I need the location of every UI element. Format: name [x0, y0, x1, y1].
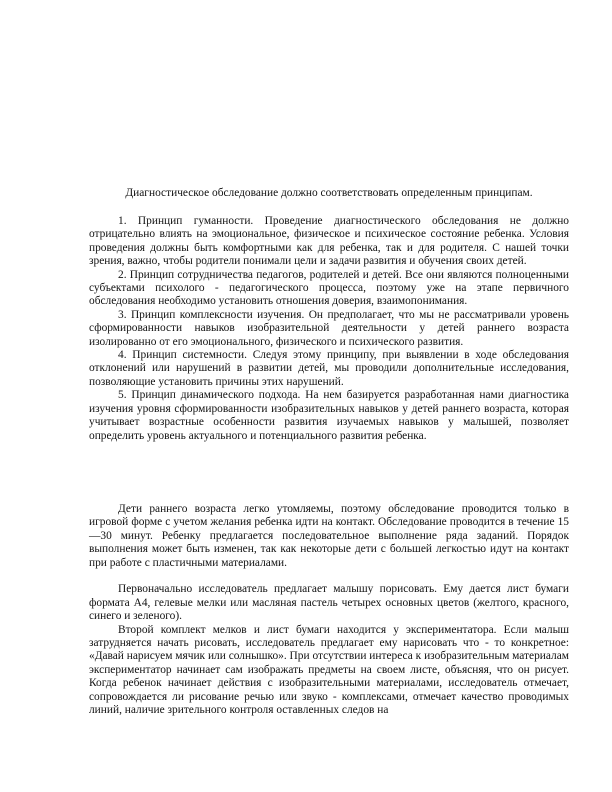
- principle-1-paragraph: 1. Принцип гуманности. Проведение диагностического обследования не должно отрицательно влиять на эмоциональное, физическое и психическое состояние ребенка. Условия проведения должны быть комфортными как для ребенка, так и для родителя. С нашей точки зрения, важно, чтобы родители понимали цели и задачи развития и обучения своих детей.: [89, 215, 569, 268]
- principle-5-paragraph: 5. Принцип динамического подхода. На нем базируется разработанная нами диагностика изучения уровня сформированности изобразительных навыков у детей раннего возраста, которая учитывает возрастные особенности развития изучаемых навыков у малышей, позволяет определить уровень актуального и потенциального развития ребенка.: [89, 389, 569, 442]
- methods-paragraph-3: Второй комплект мелков и лист бумаги находится у экспериментатора. Если малыш затрудняется начать рисовать, исследователь предлагает ему нарисовать что - то конкретное: «Давай нарисуем мячик или солнышко». При отсутствии интереса к изобразительным материалам экспериментатор начинает сам изображать предметы на своем листе, объясняя, что он рисует. Когда ребенок начинает действия с изобразительными материалами, исследователь отмечает, сопровождается ли рисование речью или звуко - комплексами, отмечает качество проводимых линий, наличие зрительного контроля оставленных следов на: [89, 623, 569, 717]
- paragraph-spacer: [89, 570, 569, 583]
- methods-paragraph-1: Дети раннего возраста легко утомляемы, поэтому обследование проводится только в игровой форме с учетом желания ребенка идти на контакт. Обследование проводится в течение 15—30 минут. Ребенку предлагается последовательное выполнение ряда заданий. Порядок выполнения может быть изменен, так как некоторые дети с большей легкостью идут на контакт при работе с пластичными материалами.: [89, 503, 569, 569]
- methods-section: [89, 503, 569, 717]
- principle-3-paragraph: 3. Принцип комплексности изучения. Он предполагает, что мы не рассматривали уровень сформированности навыков изобразительной деятельности у детей раннего возраста изолированно от его эмоционального, физического и психического развития.: [89, 308, 569, 348]
- principle-4-paragraph: 4. Принцип системности. Следуя этому принципу, при выявлении в ходе обследования отклонений или нарушений в развитии детей, мы проводили дополнительные исследования, позволяющие установить причины этих нарушений.: [89, 349, 569, 388]
- methods-paragraph-2: Первоначально исследователь предлагает малышу порисовать. Ему дается лист бумаги формата А4, гелевые мелки или масляная пастель четырех основных цветов (желтого, красного, синего и зеленого).: [89, 583, 569, 623]
- principles-section: [89, 215, 569, 443]
- intro-paragraph: Диагностическое обследование должно соответствовать определенным принципам.: [125, 187, 533, 199]
- intro-section: [89, 187, 569, 200]
- principle-2-paragraph: 2. Принцип сотрудничества педагогов, родителей и детей. Все они являются полноценными субъектами психолого - педагогического процесса, поэтому уже на этапе первичного обследования необходимо установить отношения доверия, взаимопонимания.: [89, 268, 569, 308]
